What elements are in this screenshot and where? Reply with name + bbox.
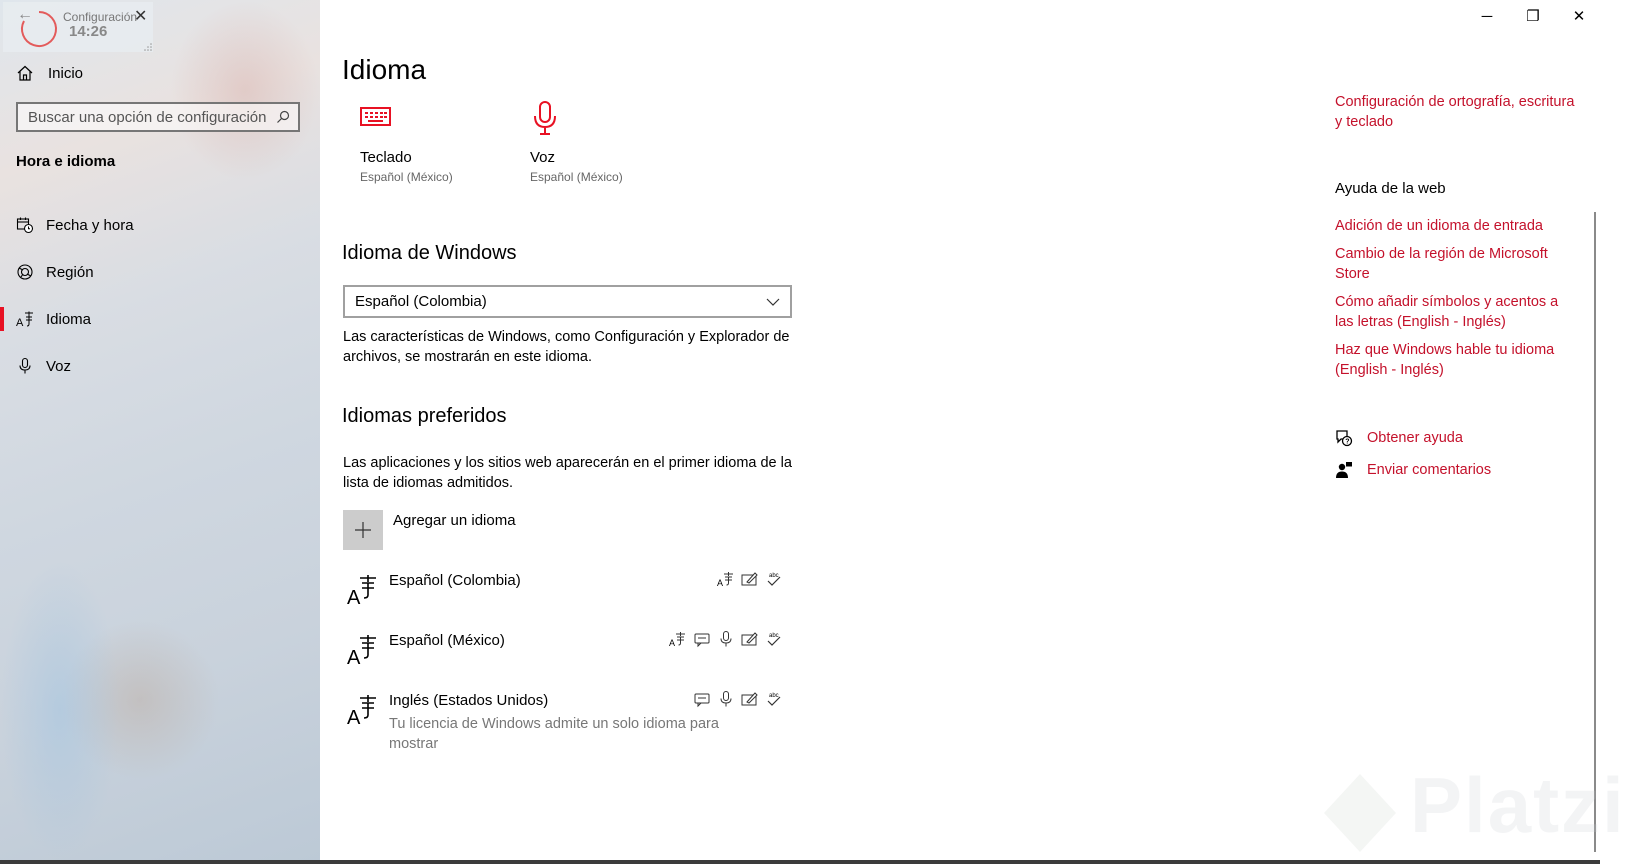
clock: 14:26 — [69, 23, 108, 40]
language-capabilities — [693, 690, 783, 708]
language-row[interactable] — [343, 632, 793, 672]
language-note: Tu licencia de Windows admite un solo idioma para mostrar — [389, 716, 719, 752]
windows-language-value: Español (Colombia) — [355, 293, 487, 310]
home-icon — [16, 64, 34, 82]
web-help-link-2[interactable]: Cambio de la región de Microsoft Store — [1335, 246, 1548, 282]
calendar-clock-icon — [16, 216, 34, 234]
text-to-speech-icon — [693, 630, 711, 648]
svg-text:A: A — [347, 707, 361, 729]
loading-spinner-icon — [20, 10, 58, 48]
minimize-button[interactable]: ─ — [1481, 7, 1493, 25]
language-row[interactable] — [343, 572, 793, 612]
spellcheck-icon — [765, 630, 783, 648]
sidebar-item-label: Idioma — [46, 310, 92, 328]
add-language-label: Agregar un idioma — [393, 512, 516, 529]
section-title: Hora e idioma — [16, 153, 116, 170]
quick-link-sub: Español (México) — [530, 170, 623, 184]
close-button[interactable]: ✕ — [1572, 8, 1586, 25]
title-overlay — [3, 2, 153, 52]
windows-language-heading: Idioma de Windows — [342, 242, 517, 264]
language-capabilities — [669, 630, 783, 648]
app-title: Configuración — [63, 10, 138, 24]
display-language-icon — [717, 570, 735, 588]
platzi-logo-icon — [1320, 770, 1400, 856]
svg-text:abc: abc — [769, 693, 779, 699]
nav-home-label: Inicio — [48, 64, 84, 82]
search-box[interactable] — [16, 102, 300, 132]
svg-text:A: A — [717, 578, 724, 588]
sidebar-item-voz[interactable] — [0, 348, 320, 384]
sidebar-item-region[interactable] — [0, 254, 320, 290]
plus-icon — [343, 510, 383, 550]
web-help-link-1[interactable]: Adición de un idioma de entrada — [1335, 218, 1543, 234]
get-help-row[interactable] — [1335, 428, 1463, 448]
sidebar-item-fecha-y-hora[interactable] — [0, 207, 320, 243]
feedback-person-icon — [1335, 461, 1353, 479]
region-globe-icon — [16, 263, 34, 281]
preferred-languages-description: Las aplicaciones y los sitios web aparecerán en el primer idioma de la lista de idiomas admitidos. — [343, 455, 792, 491]
handwriting-icon — [741, 630, 759, 648]
language-name: Inglés (Estados Unidos) — [389, 692, 549, 709]
keyboard-icon — [360, 100, 394, 136]
windows-language-select[interactable] — [343, 285, 792, 318]
page-title: Idioma — [342, 54, 427, 85]
sidebar — [0, 0, 320, 864]
speech-icon — [717, 690, 735, 708]
quick-link-name: Voz — [530, 149, 556, 166]
search-input[interactable] — [28, 109, 276, 126]
feedback-row[interactable] — [1335, 460, 1491, 480]
handwriting-icon — [741, 690, 759, 708]
language-row[interactable] — [343, 692, 793, 752]
language-capabilities — [717, 570, 783, 588]
preferred-languages-heading: Idiomas preferidos — [342, 405, 507, 427]
nav-home[interactable] — [16, 61, 83, 85]
language-icon — [16, 310, 34, 328]
svg-text:A: A — [347, 587, 361, 609]
language-name: Español (México) — [389, 632, 505, 649]
language-glyph-icon — [347, 572, 377, 609]
watermark: Platzi — [1410, 761, 1626, 849]
quick-link-teclado[interactable] — [360, 100, 510, 184]
handwriting-icon — [741, 570, 759, 588]
get-help-link[interactable]: Obtener ayuda — [1367, 430, 1463, 446]
background-blur — [170, 0, 320, 180]
close-icon[interactable]: ✕ — [134, 8, 148, 25]
microphone-icon — [530, 100, 564, 136]
svg-text:abc: abc — [769, 573, 779, 579]
spellcheck-icon — [765, 690, 783, 708]
language-glyph-icon — [347, 632, 377, 669]
spelling-typing-keyboard-link[interactable]: Configuración de ortografía, escritura y teclado — [1335, 94, 1575, 130]
svg-text:A: A — [16, 317, 24, 329]
chevron-down-icon — [766, 295, 780, 309]
language-glyph-icon — [347, 692, 377, 729]
help-chat-icon — [1335, 429, 1353, 447]
svg-text:A: A — [347, 647, 361, 669]
text-to-speech-icon — [693, 690, 711, 708]
speech-icon — [717, 630, 735, 648]
sidebar-item-label: Voz — [46, 357, 72, 375]
spellcheck-icon — [765, 570, 783, 588]
web-help-link-4[interactable]: Haz que Windows hable tu idioma (English - Inglés) — [1335, 342, 1555, 378]
back-arrow-icon[interactable]: ← — [17, 6, 33, 23]
taskbar-edge — [0, 860, 1600, 864]
windows-language-description: Las características de Windows, como Configuración y Explorador de archivos, se mostrarán en este idioma. — [343, 329, 790, 365]
restore-button[interactable]: ❐ — [1526, 8, 1540, 25]
search-icon[interactable] — [276, 110, 290, 124]
quick-link-voz[interactable] — [530, 100, 680, 184]
scrollbar[interactable] — [1594, 212, 1596, 852]
language-name: Español (Colombia) — [389, 572, 521, 589]
svg-text:abc: abc — [769, 633, 779, 639]
sidebar-item-label: Región — [46, 263, 94, 281]
web-help-link-3[interactable]: Cómo añadir símbolos y acentos a las letras (English - Inglés) — [1335, 294, 1559, 330]
web-help-heading: Ayuda de la web — [1335, 180, 1446, 197]
sidebar-item-idioma[interactable] — [0, 301, 320, 337]
svg-text:A: A — [669, 638, 676, 648]
send-feedback-link[interactable]: Enviar comentarios — [1367, 462, 1492, 478]
quick-link-sub: Español (México) — [360, 170, 453, 184]
microphone-icon — [16, 357, 34, 375]
svg-text:?: ? — [1345, 438, 1350, 446]
background-blur — [0, 560, 120, 860]
resize-grip-icon[interactable] — [143, 42, 152, 51]
quick-link-name: Teclado — [360, 149, 412, 166]
display-language-icon — [669, 630, 687, 648]
add-language-button[interactable] — [343, 510, 516, 550]
sidebar-item-label: Fecha y hora — [46, 216, 134, 234]
